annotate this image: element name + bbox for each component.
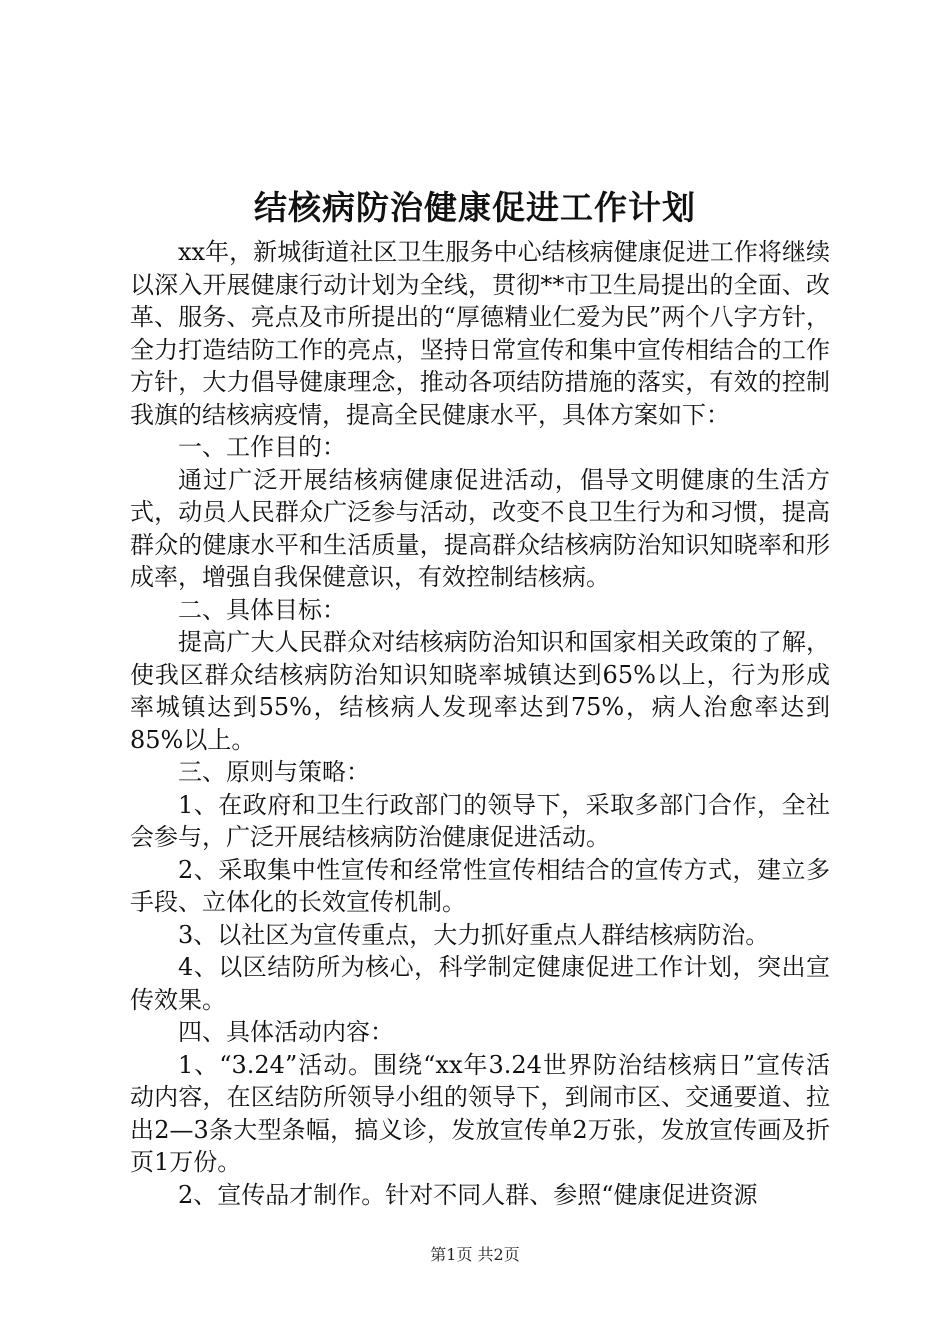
page-title: 结核病防治健康促进工作计划	[254, 188, 696, 227]
heading-specific-goals: 二、具体目标：	[178, 595, 346, 624]
document-body	[130, 236, 830, 1211]
heading-activities: 四、具体活动内容：	[178, 1018, 394, 1046]
list-item-principle-1: 1、在政府和卫生行政部门的领导下，采取多部门合作，全社会参与，广泛开展结核病防治健康促进活动。	[130, 790, 830, 851]
list-item-principle-4: 4、以区结防所为核心，科学制定健康促进工作计划，突出宣传效果。	[130, 953, 830, 1014]
paragraph-intro: xx年，新城街道社区卫生服务中心结核病健康促进工作将继续以深入开展健康行动计划为全线，贯彻**市卫生局提出的全面、改革、服务、亮点及市所提出的“厚德精业仁爱为民”两个八字方针，全力打造结防工作的亮点，坚持日常宣传和集中宣传相结合的工作方针，大力倡导健康理念，推动各项结防措施的落实，有效的控制我旗的结核病疫情，提高全民健康水平，具体方案如下：	[130, 238, 830, 429]
list-item-principle-2: 2、采取集中性宣传和经常性宣传相结合的宣传方式，建立多手段、立体化的长效宣传机制。	[130, 855, 830, 916]
paragraph-specific-goals: 提高广大人民群众对结核病防治知识和国家相关政策的了解，使我区群众结核病防治知识知晓率城镇达到65%以上，行为形成率城镇达到55%，结核病人发现率达到75%，病人治愈率达到85%以上。	[130, 628, 830, 754]
paragraph-work-purpose: 通过广泛开展结核病健康促进活动，倡导文明健康的生活方式，动员人民群众广泛参与活动，改变不良卫生行为和习惯，提高群众的健康水平和生活质量，提高群众结核病防治知识知晓率和形成率，增强自我保健意识，有效控制结核病。	[130, 465, 830, 591]
list-item-principle-3: 3、以社区为宣传重点，大力抓好重点人群结核病防治。	[178, 920, 770, 949]
heading-work-purpose: 一、工作目的：	[178, 433, 346, 461]
heading-principles: 三、原则与策略：	[178, 758, 370, 786]
page-footer: 第1页 共2页	[430, 1245, 520, 1264]
list-item-activity-1: 1、“3.24”活动。围绕“xx年3.24世界防治结核病日”宣传活动内容，在区结防所领导小组的领导下，到闹市区、交通要道、拉出2—3条大型条幅，搞义诊，发放宣传单2万张，发放宣传画及折页1万份。	[130, 1050, 830, 1176]
list-item-activity-2: 2、宣传品才制作。针对不同人群、参照“健康促进资源	[178, 1180, 758, 1209]
